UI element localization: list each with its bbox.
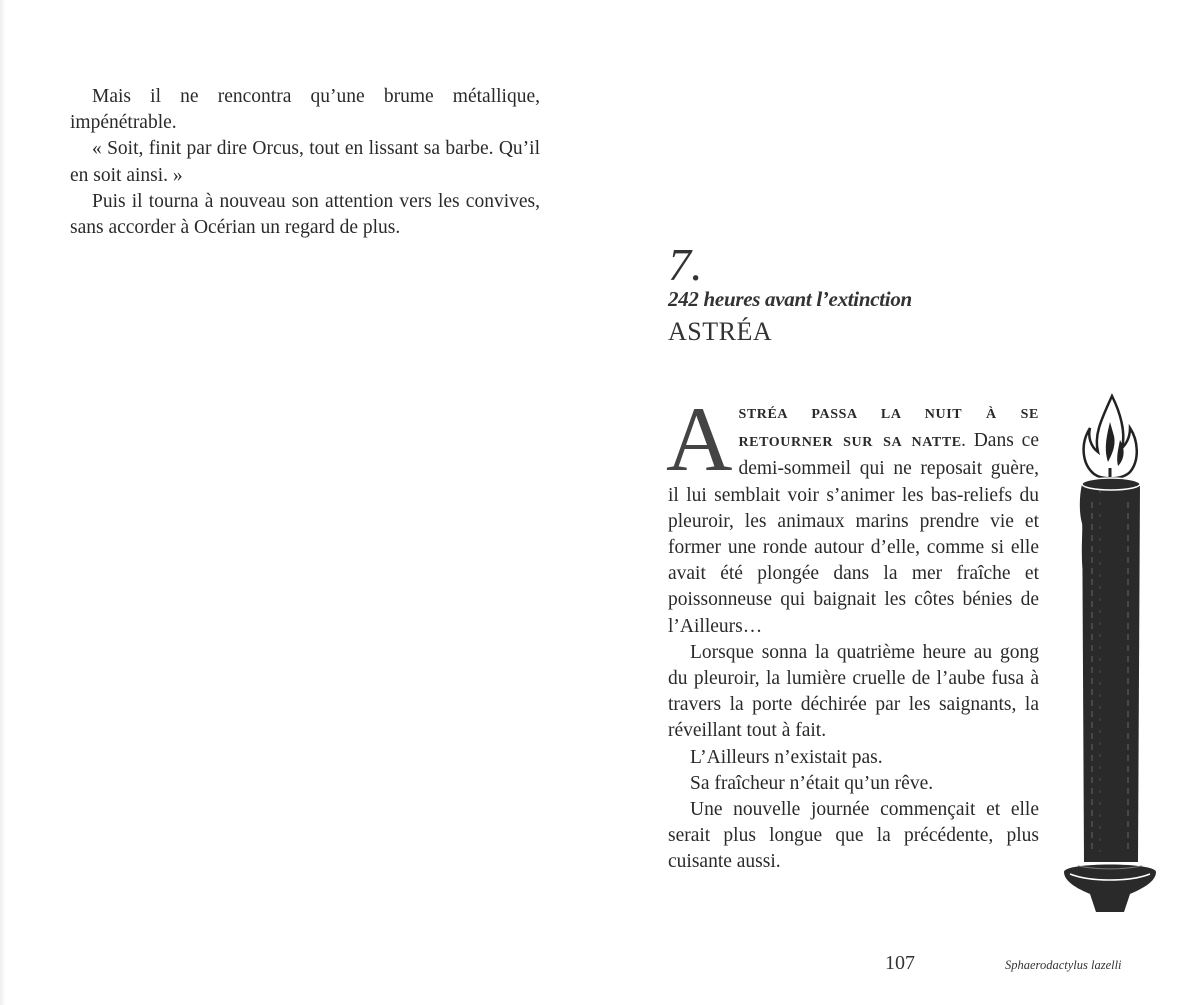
chapter-body [666, 388, 1039, 876]
running-head: Sphaerodactylus lazelli [1005, 958, 1122, 972]
opening-paragraph [666, 388, 1039, 640]
drop-cap: A [666, 388, 733, 490]
chapter-subtitle: 242 heures avant l’extinction [668, 287, 912, 311]
paragraph: « Soit, finit par dire Orcus, tout en lissant sa barbe. Qu’il en soit ainsi. » [70, 138, 540, 186]
page-number: 107 [885, 952, 915, 974]
chapter-title: ASTRÉA [668, 317, 773, 346]
paragraph: Lorsque sonna la quatrième heure au gong du pleuroir, la lumière cruelle de l’aube fusa à travers la porte déchirée par les saignants, la réveillant tout à fait. [668, 641, 1039, 742]
chapter-number: 7. [668, 239, 703, 290]
paragraph: Sa fraîcheur n’était qu’un rêve. [690, 772, 934, 794]
candle-icon [1060, 392, 1160, 922]
paragraph: Mais il ne rencontra qu’une brume métallique, impénétrable. [70, 86, 540, 134]
paragraph: Puis il tourna à nouveau son attention vers les convives, sans accorder à Océrian un regard de plus. [70, 190, 540, 239]
lead-in-small-caps: STRÉA PASSA LA NUIT À SE RETOURNER SUR SA NATTE. [738, 407, 1039, 451]
paragraph-text: Dans ce demi-sommeil qui ne reposait guère, il lui semblait voir s’animer les bas-reliefs du pleuroir, les animaux marins prendre vie et former une ronde autour d’elle, comme si elle avait été plongée dans la mer fraîche et poissonneuse qui baignait les côtes bénies de l’Ailleurs… [668, 430, 1039, 637]
paragraph: Une nouvelle journée commençait et elle serait plus longue que la précédente, plus cuisante aussi. [668, 799, 1039, 873]
paragraph: L’Ailleurs n’existait pas. [690, 746, 883, 768]
left-page-text [70, 84, 540, 241]
